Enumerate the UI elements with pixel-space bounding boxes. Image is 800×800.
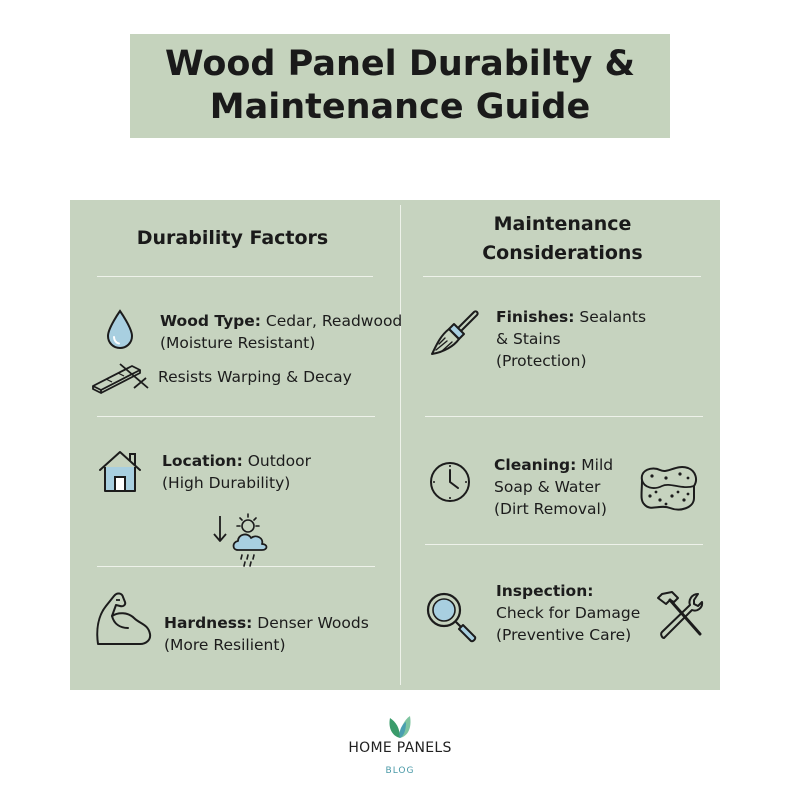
location-note: (High Durability) (162, 474, 291, 492)
location-value: Outdoor (242, 452, 311, 470)
divider (97, 276, 373, 277)
inspection-note: (Preventive Care) (496, 626, 632, 644)
hardness-note: (More Resilient) (164, 636, 286, 654)
hardness-value: Denser Woods (252, 614, 369, 632)
finishes-text (496, 306, 646, 372)
hardness-text (164, 612, 369, 656)
inspection-label: Inspection: (496, 582, 594, 600)
cleaning-text (494, 454, 613, 520)
maintenance-heading (420, 210, 705, 268)
page-title-line-1: Wood Panel Durabilty & (164, 44, 635, 84)
brand-name: HOME PANELS (348, 740, 452, 756)
location-text (162, 450, 311, 494)
inspection-text (496, 580, 640, 646)
maintenance-heading-line-1: Maintenance (493, 213, 632, 235)
wood-type-text (160, 310, 402, 354)
hardness-label: Hardness: (164, 614, 253, 632)
maintenance-heading-line-2: Considerations (482, 242, 643, 264)
title-banner (130, 34, 670, 138)
magnifier-icon (422, 588, 478, 644)
wood-type-label: Wood Type: (160, 312, 261, 330)
wood-planks-icon (90, 358, 152, 394)
finishes-line-2: & Stains (496, 330, 561, 348)
divider (423, 276, 701, 277)
paint-brush-icon (428, 306, 480, 358)
durability-heading: Durability Factors (136, 227, 329, 249)
leaf-logo-icon (384, 714, 416, 740)
brand-subtitle: BLOG (385, 766, 415, 776)
sponge-icon (636, 458, 700, 516)
divider (425, 416, 703, 417)
inspection-line-2: Check for Damage (496, 604, 641, 622)
muscle-arm-icon (92, 588, 154, 650)
finishes-value: Sealants (574, 308, 647, 326)
clock-icon (428, 460, 472, 504)
column-divider (400, 205, 401, 685)
cleaning-value: Mild (576, 456, 614, 474)
cleaning-label: Cleaning: (494, 456, 577, 474)
wood-type-value: Cedar, Readwood (260, 312, 403, 330)
wood-type-extra: Resists Warping & Decay (158, 368, 352, 386)
finishes-label: Finishes: (496, 308, 575, 326)
divider (97, 416, 375, 417)
finishes-note: (Protection) (496, 352, 587, 370)
divider (425, 544, 703, 545)
page-title-line-2: Maintenance Guide (209, 87, 591, 127)
water-drop-icon (104, 308, 136, 350)
cleaning-line-2: Soap & Water (494, 478, 601, 496)
wood-type-note: (Moisture Resistant) (160, 334, 316, 352)
hammer-wrench-icon (652, 588, 708, 644)
cleaning-note: (Dirt Removal) (494, 500, 607, 518)
location-label: Location: (162, 452, 243, 470)
house-icon (96, 448, 144, 494)
weather-icon (210, 512, 280, 570)
